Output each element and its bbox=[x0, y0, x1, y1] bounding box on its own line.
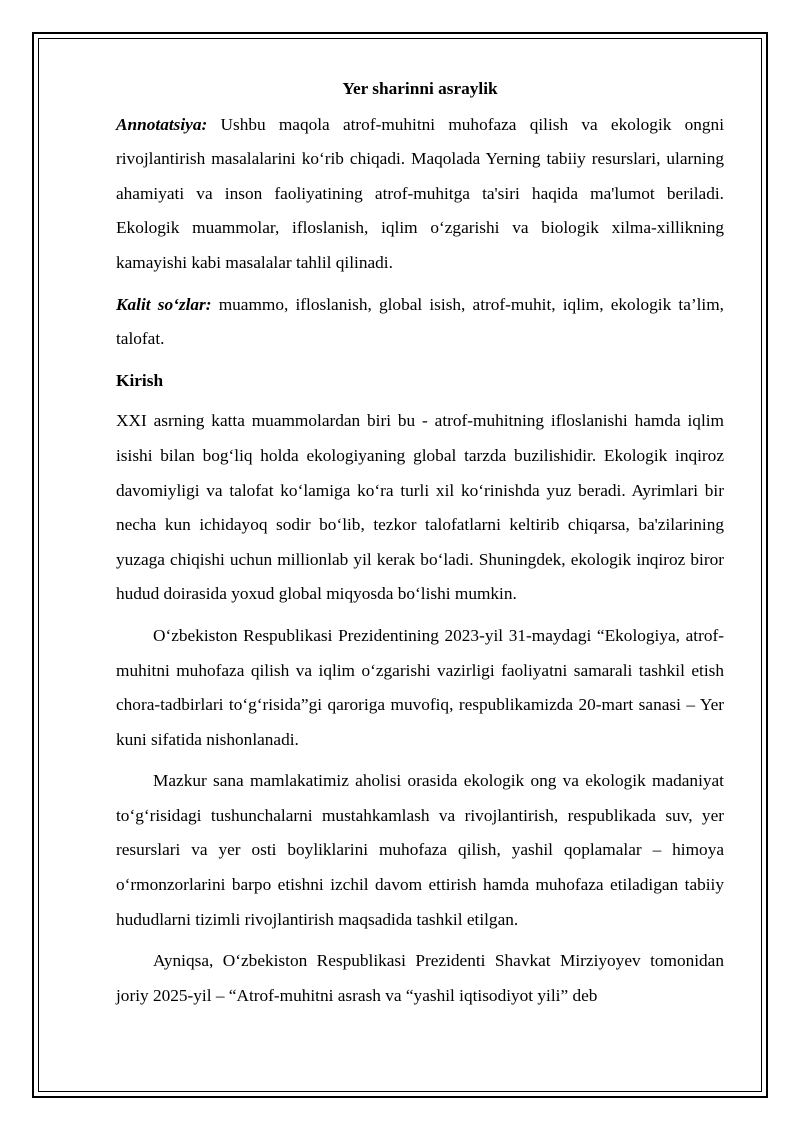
keywords-paragraph bbox=[116, 288, 724, 357]
body-paragraph-1: XXI asrning katta muammolardan biri bu - atrof-muhitning ifloslanishi hamda iqlim isishi bilan bog‘liq holda ekologiyaning global tarzda buzilishidir. Ekologik inqiroz davomiyligi va talofat ko‘lamiga ko‘ra turli xil ko‘rinishda yuz beradi. Ayrimlari bir necha kun ichidayoq sodir bo‘lib, tezkor talofatlarni keltirib chiqarsa, ba'zilarining yuzaga chiqishi uchun millionlab yil kerak bo‘ladi. Shuningdek, ekologik inqiroz biror hudud doirasida yoxud global miqyosda bo‘lishi mumkin. bbox=[116, 411, 724, 604]
abstract-label: Annotatsiya: bbox=[116, 114, 208, 134]
document-body bbox=[116, 72, 724, 1020]
abstract-paragraph bbox=[116, 108, 724, 281]
body-paragraph-3: Mazkur sana mamlakatimiz aholisi orasida ekologik ong va ekologik madaniyat to‘g‘risidagi tushunchalarni mustahkamlash va rivojlantirish, respublikada suv, yer resurslari va yer osti boyliklarini muhofaza qilish, yashil qoplamalar – himoya o‘rmonzorlarini barpo etishni izchil davom ettirish hamda muhofaza etiladigan tabiiy hududlarni tizimli rivojlantirish maqsadida tashkil etilgan. bbox=[116, 771, 724, 929]
keywords-label: Kalit so‘zlar: bbox=[116, 294, 212, 314]
section-heading-kirish: Kirish bbox=[116, 370, 164, 390]
body-paragraph-2: O‘zbekiston Respublikasi Prezidentining 2023-yil 31-maydagi “Ekologiya, atrof-muhitni muhofaza qilish va iqlim o‘zgarishi vazirligi faoliyatni samarali tashkil etish chora-tadbirlari to‘g‘risida”gi qaroriga muvofiq, respublikamizda 20-mart sanasi – Yer kuni sifatida nishonlanadi. bbox=[116, 625, 724, 749]
body-paragraph-4: Ayniqsa, O‘zbekiston Respublikasi Prezidenti Shavkat Mirziyoyev tomonidan joriy 2025-yil – “Atrof-muhitni asrash va “yashil iqtisodiyot yili” deb bbox=[116, 951, 724, 1005]
document-title: Yer sharinni asraylik bbox=[342, 79, 498, 98]
abstract-text: Ushbu maqola atrof-muhitni muhofaza qilish va ekologik ongni rivojlantirish masalalarini ko‘rib chiqadi. Maqolada Yerning tabiiy resurslari, ularning ahamiyati va inson faoliyatining atrof-muhitga ta'siri haqida ma'lumot beriladi. Ekologik muammolar, ifloslanish, iqlim o‘zgarishi va biologik xilma-xillikning kamayishi kabi masalalar tahlil qilinadi. bbox=[116, 114, 724, 272]
keywords-text: muammo, ifloslanish, global isish, atrof-muhit, iqlim, ekologik ta’lim, talofat. bbox=[116, 294, 724, 349]
